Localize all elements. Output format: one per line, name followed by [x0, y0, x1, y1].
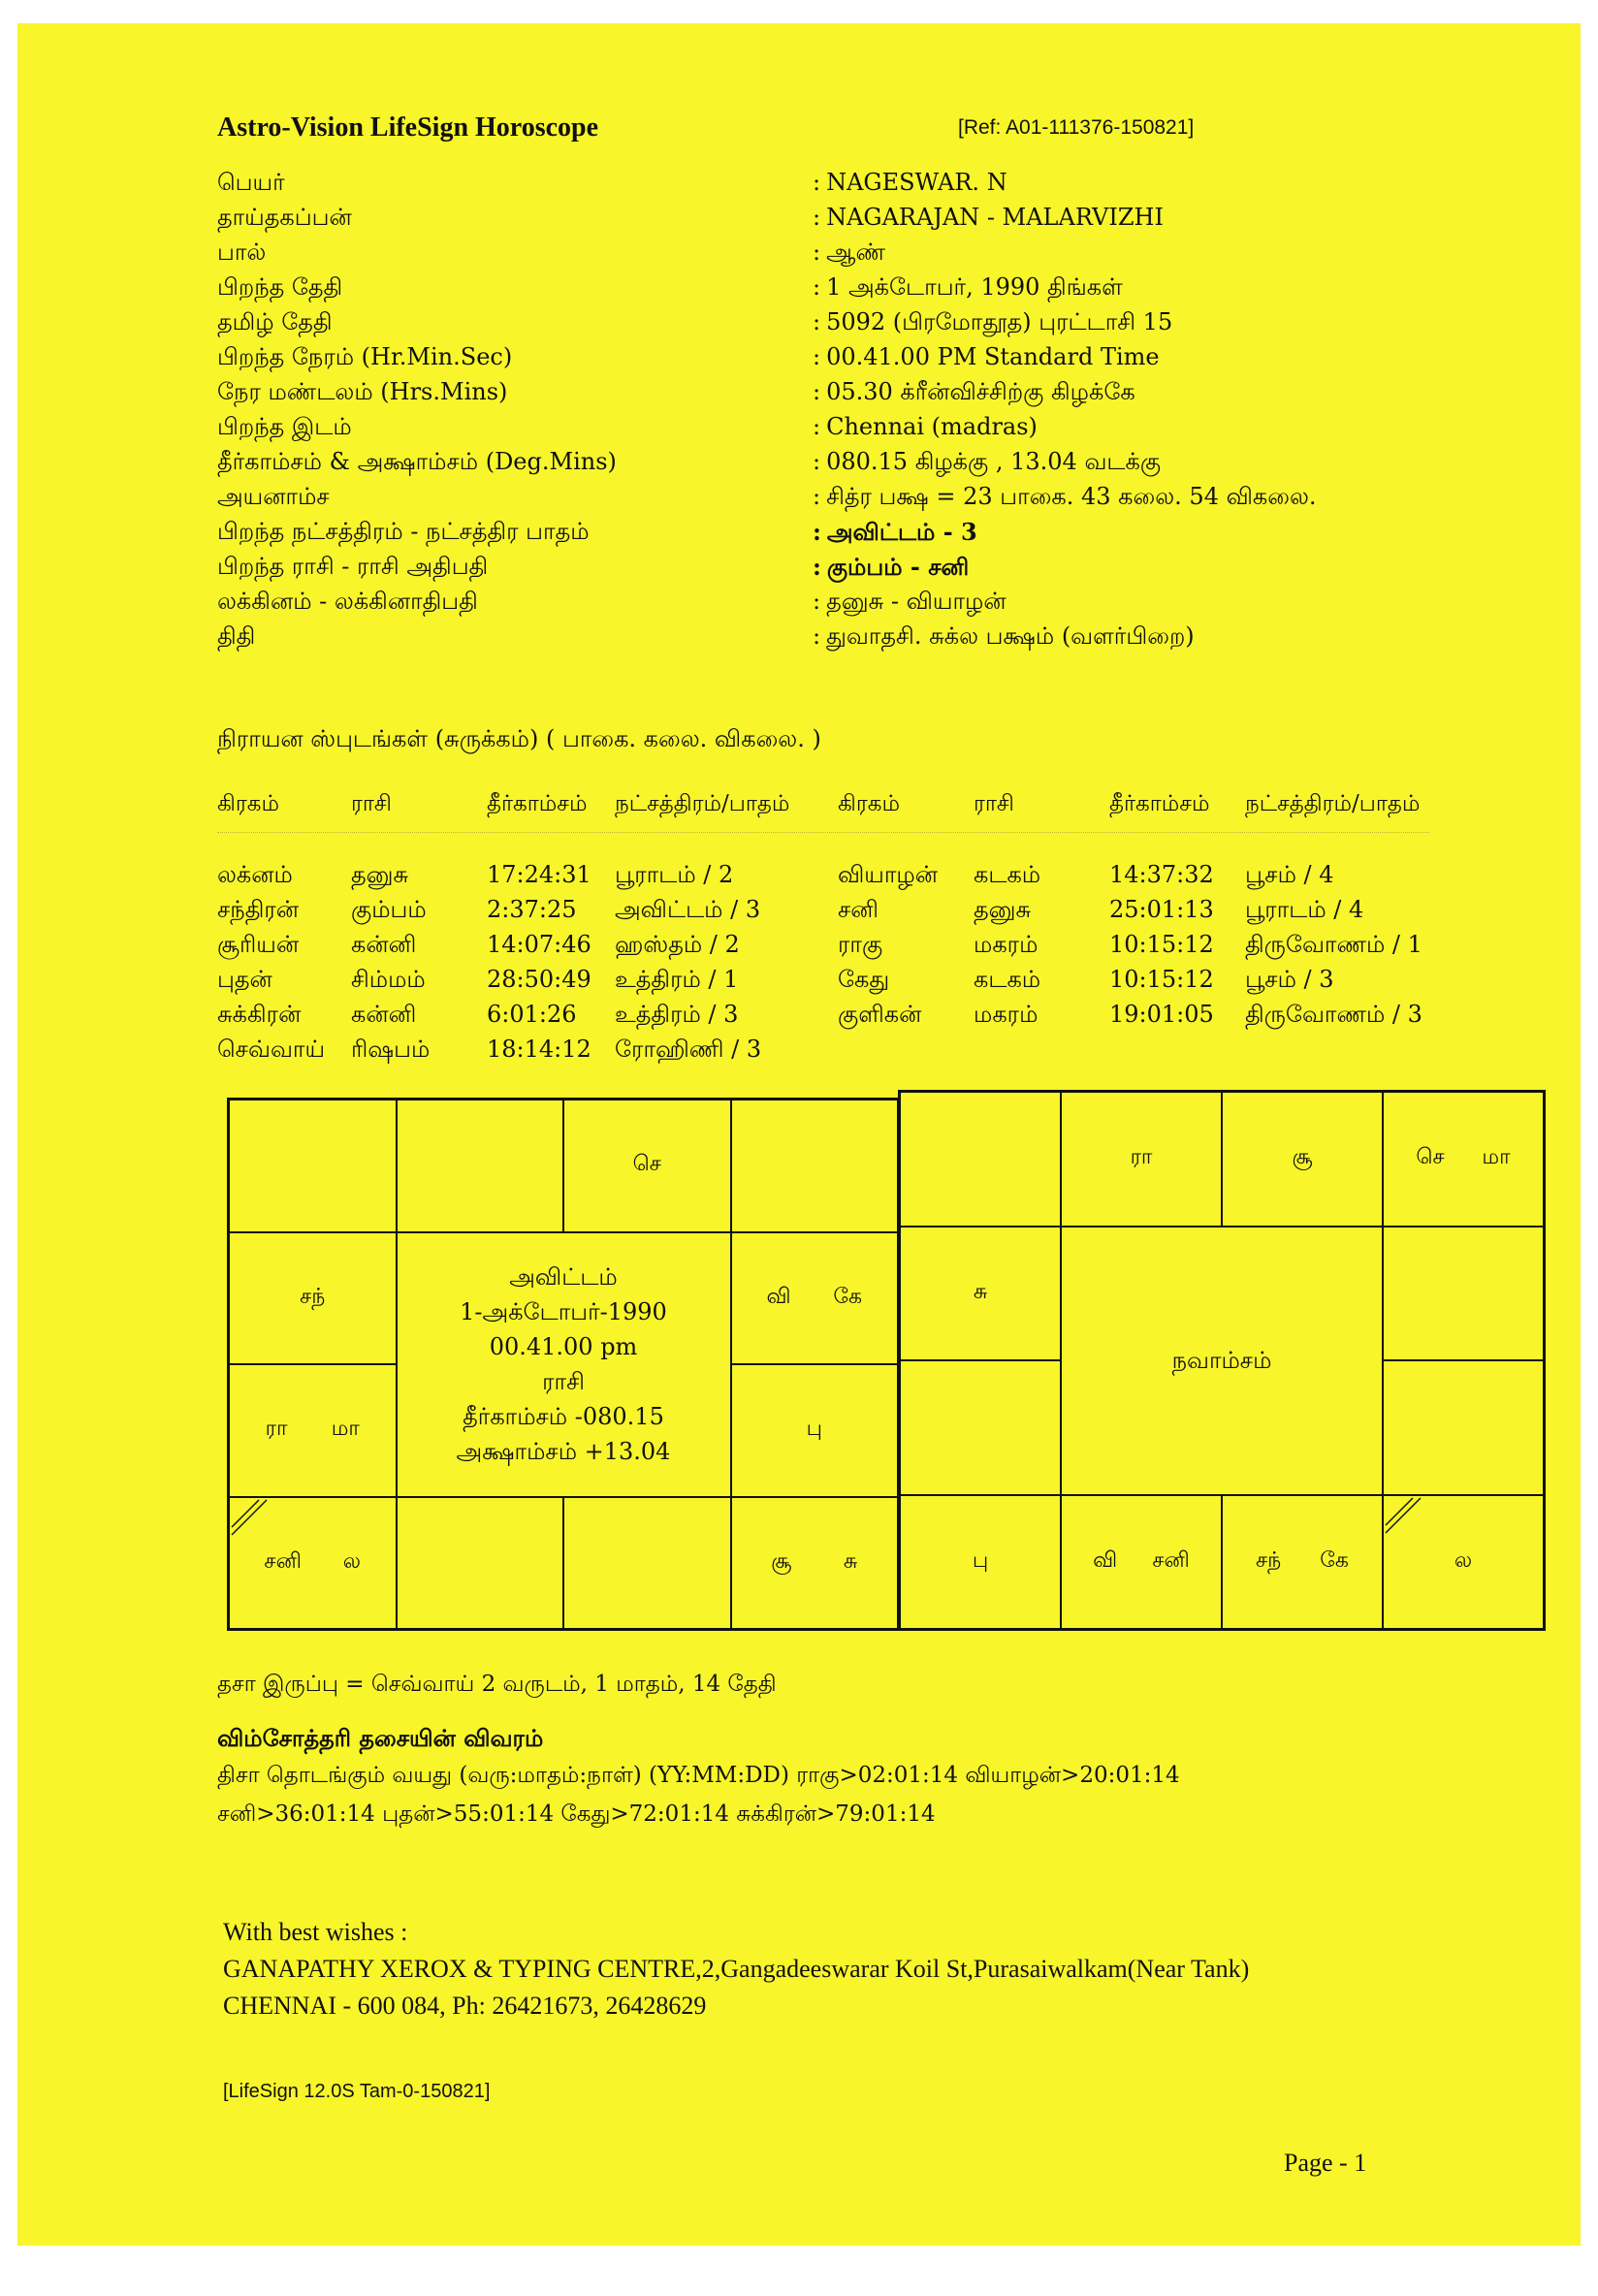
house-planets: [230, 1417, 396, 1444]
planet-header-cell: ராசி: [351, 791, 392, 816]
birth-details: [217, 169, 1429, 657]
planet-abbr: பு: [806, 1417, 822, 1442]
planet-cell: 14:37:32: [1109, 861, 1214, 888]
planet-row: [217, 966, 1429, 1001]
chart-house: [731, 1232, 899, 1365]
detail-value-text: ஆண்: [826, 239, 885, 266]
planet-cell: உத்திரம் / 3: [615, 1001, 739, 1028]
planet-row: [217, 931, 1429, 966]
planet-cell: கன்னி: [351, 1001, 417, 1028]
detail-label: அயனாம்ச: [217, 483, 330, 510]
planet-abbr: சந்: [300, 1284, 326, 1309]
planet-abbr: மா: [331, 1417, 360, 1442]
planet-abbr: செ: [1416, 1145, 1445, 1170]
planet-header-cell: ராசி: [974, 791, 1014, 816]
planet-table: [217, 861, 1429, 1070]
detail-value-text: 5092 (பிரமோதூத) புரட்டாசி 15: [826, 308, 1173, 335]
detail-row: [217, 343, 1429, 378]
detail-value: [813, 483, 1317, 513]
chart-house: [900, 1227, 1061, 1361]
planet-cell: ஹஸ்தம் / 2: [615, 931, 740, 958]
detail-label: பிறந்த நட்சத்திரம் - நட்சத்திர பாதம்: [217, 518, 590, 545]
planet-cell: 2:37:25: [487, 896, 577, 923]
planet-header-cell: கிரகம்: [838, 791, 900, 816]
planet-abbr: சு: [973, 1279, 988, 1304]
chart-center-text: [1062, 1343, 1382, 1378]
detail-value-text: 1 அக்டோபர், 1990 திங்கள்: [826, 273, 1123, 301]
planet-row: [217, 1036, 1429, 1070]
planet-header-cell: தீர்காம்சம்: [487, 791, 588, 816]
detail-row: [217, 204, 1429, 239]
chart-center-line: ராசி: [542, 1368, 585, 1395]
planet-cell: ரிஷபம்: [351, 1036, 431, 1063]
detail-value-text: சித்ர பக்ஷ = 23 பாகை. 43 கலை. 54 விகலை.: [826, 483, 1317, 510]
detail-colon: :: [813, 413, 821, 440]
lagna-corner-marker: [230, 1498, 269, 1537]
detail-label: திதி: [217, 622, 256, 650]
house-planets: [1384, 1145, 1543, 1172]
vimshottari-line-2: சனி>36:01:14 புதன்>55:01:14 கேது>72:01:14 சுக்கிரன்>79:01:14: [217, 1802, 936, 1827]
chart-house: [1383, 1495, 1544, 1630]
detail-label: பிறந்த இடம்: [217, 413, 352, 440]
planet-table-header: [217, 791, 1429, 833]
detail-value-text: தனுசு - வியாழன்: [826, 588, 1007, 615]
wishes-city-phone: CHENNAI - 600 084, Ph: 26421673, 26428629: [223, 1992, 707, 2020]
planet-cell: ராகு: [838, 931, 883, 958]
chart-house: [900, 1360, 1061, 1495]
chart-house: [563, 1100, 731, 1232]
planet-cell: குளிகன்: [838, 1001, 922, 1028]
house-planets: [230, 1285, 396, 1312]
planet-abbr: சனி: [264, 1548, 302, 1574]
detail-value: [813, 448, 1161, 478]
planet-cell: 25:01:13: [1109, 896, 1214, 923]
detail-value-text: 05.30 க்ரீன்விச்சிற்கு கிழக்கே: [826, 378, 1135, 405]
chart-house: [1061, 1495, 1222, 1630]
planet-abbr: சனி: [1152, 1547, 1190, 1573]
chart-house: [397, 1497, 564, 1630]
planet-cell: திருவோணம் / 1: [1245, 931, 1422, 958]
planet-abbr: செ: [632, 1152, 661, 1177]
planet-cell: கடகம்: [974, 861, 1041, 888]
chart-house: [1383, 1092, 1544, 1227]
reference-id: [Ref: A01-111376-150821]: [958, 116, 1195, 139]
planet-cell: சிம்மம்: [351, 966, 426, 993]
detail-colon: :: [813, 204, 821, 231]
planet-cell: பூராடம் / 4: [1245, 896, 1364, 923]
chart-house: [229, 1497, 397, 1630]
chart-center-text: [398, 1260, 730, 1469]
detail-value: [813, 239, 885, 269]
wishes-greeting: With best wishes :: [223, 1918, 408, 1946]
detail-row: [217, 239, 1429, 273]
chart-house: [1383, 1227, 1544, 1361]
detail-value: [813, 378, 1135, 408]
planet-cell: 10:15:12: [1109, 931, 1214, 958]
planet-cell: பூராடம் / 2: [615, 861, 734, 888]
detail-colon: :: [813, 343, 821, 370]
house-planets: [732, 1285, 898, 1312]
detail-colon: :: [813, 622, 821, 650]
planet-positions-title: நிராயன ஸ்புடங்கள் (சுருக்கம்) ( பாகை. கலை. விகலை. ): [217, 725, 821, 752]
planet-cell: 28:50:49: [487, 966, 591, 993]
planet-cell: திருவோணம் / 3: [1245, 1001, 1422, 1028]
detail-colon: :: [813, 239, 821, 266]
chart-house: [229, 1364, 397, 1497]
planet-abbr: கே: [833, 1284, 863, 1309]
planet-cell: பூசம் / 4: [1245, 861, 1334, 888]
planet-cell: 19:01:05: [1109, 1001, 1214, 1028]
planet-cell: செவ்வாய்: [217, 1036, 326, 1063]
planet-abbr: ரா: [265, 1417, 288, 1442]
chart-center: [397, 1232, 731, 1497]
planet-cell: கேது: [838, 966, 890, 993]
house-planets: [1062, 1145, 1221, 1172]
chart-center-line: தீர்காம்சம் -080.15: [463, 1403, 664, 1430]
detail-label: தாய்தகப்பன்: [217, 204, 352, 231]
planet-cell: கும்பம்: [351, 896, 427, 923]
wishes-shop-address: GANAPATHY XEROX & TYPING CENTRE,2,Gangadeeswarar Koil St,Purasaiwalkam(Near Tank): [223, 1955, 1250, 1983]
detail-label: நேர மண்டலம் (Hrs.Mins): [217, 378, 508, 405]
planet-cell: 18:14:12: [487, 1036, 591, 1063]
chart-house: [229, 1100, 397, 1232]
chart-center-line: அவிட்டம்: [509, 1263, 618, 1291]
house-planets: [1062, 1548, 1221, 1576]
house-planets: [901, 1548, 1060, 1576]
detail-value: [813, 343, 1160, 370]
planet-abbr: சூ: [771, 1548, 792, 1574]
detail-row: [217, 169, 1429, 204]
detail-value-text: கும்பம் - சனி: [826, 553, 970, 581]
dasa-balance: தசா இருப்பு = செவ்வாய் 2 வருடம், 1 மாதம், 14 தேதி: [217, 1672, 777, 1697]
chart-center-line: 00.41.00 pm: [489, 1333, 638, 1360]
navamsa-chart: [898, 1090, 1546, 1631]
detail-colon: :: [813, 448, 821, 475]
planet-cell: மகரம்: [974, 1001, 1039, 1028]
chart-house: [1061, 1092, 1222, 1227]
detail-label: பிறந்த நேரம் (Hr.Min.Sec): [217, 343, 513, 370]
detail-colon: :: [813, 553, 821, 581]
planet-cell: கடகம்: [974, 966, 1041, 993]
detail-value-text: 00.41.00 PM Standard Time: [826, 343, 1160, 370]
house-planets: [230, 1549, 396, 1577]
house-planets: [732, 1549, 898, 1577]
vimshottari-line-1: திசா தொடங்கும் வயது (வரு:மாதம்:நாள்) (YY:MM:DD) ராகு>02:01:14 வியாழன்>20:01:14: [217, 1763, 1180, 1788]
horoscope-page: [17, 23, 1581, 2246]
planet-cell: ரோஹிணி / 3: [615, 1036, 762, 1063]
planet-cell: 17:24:31: [487, 861, 591, 888]
planet-abbr: ல: [342, 1548, 362, 1574]
planet-row: [217, 861, 1429, 896]
chart-house: [1222, 1495, 1383, 1630]
detail-colon: :: [813, 308, 821, 335]
planet-abbr: ல: [1454, 1547, 1473, 1573]
chart-center-line: அக்ஷாம்சம் +13.04: [456, 1438, 671, 1465]
detail-value-text: 080.15 கிழக்கு , 13.04 வடக்கு: [826, 448, 1162, 475]
detail-value-text: NAGARAJAN - MALARVIZHI: [826, 204, 1164, 231]
planet-header-cell: நட்சத்திரம்/பாதம்: [615, 791, 790, 816]
page-title: Astro-Vision LifeSign Horoscope: [217, 112, 599, 143]
house-planets: [732, 1417, 898, 1444]
chart-house: [900, 1495, 1061, 1630]
planet-abbr: ரா: [1130, 1145, 1153, 1170]
chart-house: [731, 1364, 899, 1497]
planet-cell: வியாழன்: [838, 861, 939, 888]
detail-row: [217, 483, 1429, 518]
detail-value: [813, 273, 1123, 303]
chart-house: [229, 1232, 397, 1365]
planet-cell: மகரம்: [974, 931, 1039, 958]
detail-value-text: Chennai (madras): [826, 413, 1038, 440]
detail-value-text: துவாதசி. சுக்ல பக்ஷம் (வளர்பிறை): [826, 622, 1195, 650]
detail-value: [813, 588, 1007, 618]
detail-colon: :: [813, 169, 821, 196]
detail-row: [217, 518, 1429, 553]
chart-house: [731, 1497, 899, 1630]
detail-label: பால்: [217, 239, 267, 266]
detail-label: லக்கினம் - லக்கினாதிபதி: [217, 588, 478, 615]
planet-abbr: சூ: [1292, 1145, 1313, 1170]
house-planets: [1384, 1548, 1543, 1576]
detail-row: [217, 553, 1429, 588]
planet-header-cell: கிரகம்: [217, 791, 279, 816]
planet-abbr: சந்: [1256, 1547, 1282, 1573]
planet-cell: தனுசு: [351, 861, 409, 888]
planet-abbr: வி: [766, 1284, 791, 1309]
planet-cell: தனுசு: [974, 896, 1032, 923]
planet-row: [217, 1001, 1429, 1036]
detail-colon: :: [813, 378, 821, 405]
detail-row: [217, 588, 1429, 622]
planet-cell: 6:01:26: [487, 1001, 577, 1028]
detail-value-text: NAGESWAR. N: [826, 169, 1007, 196]
house-planets: [1223, 1145, 1382, 1172]
planet-cell: பூசம் / 3: [1245, 966, 1334, 993]
detail-value: [813, 308, 1172, 338]
detail-row: [217, 622, 1429, 657]
detail-colon: :: [813, 588, 821, 615]
detail-label: பிறந்த தேதி: [217, 273, 343, 301]
detail-value: [813, 518, 977, 549]
chart-house: [1222, 1092, 1383, 1227]
best-wishes-block: [223, 1914, 1445, 2025]
planet-row: [217, 896, 1429, 931]
chart-house: [731, 1100, 899, 1232]
chart-center-line: நவாம்சம்: [1171, 1347, 1272, 1374]
planet-abbr: சு: [843, 1548, 858, 1574]
planet-cell: கன்னி: [351, 931, 417, 958]
detail-value: [813, 204, 1164, 231]
detail-colon: :: [813, 518, 821, 546]
page-number: Page - 1: [1284, 2149, 1367, 2177]
detail-row: [217, 378, 1429, 413]
detail-value: [813, 169, 1007, 196]
chart-center-line: 1-அக்டோபர்-1990: [460, 1298, 667, 1325]
planet-cell: உத்திரம் / 1: [615, 966, 739, 993]
detail-colon: :: [813, 483, 821, 510]
detail-colon: :: [813, 273, 821, 301]
detail-value: [813, 553, 969, 584]
planet-cell: 14:07:46: [487, 931, 591, 958]
lagna-corner-marker: [1384, 1496, 1422, 1535]
planet-header-cell: நட்சத்திரம்/பாதம்: [1245, 791, 1421, 816]
detail-label: தீர்காம்சம் & அக்ஷாம்சம் (Deg.Mins): [217, 448, 617, 475]
planet-header-cell: தீர்காம்சம்: [1109, 791, 1210, 816]
detail-label: தமிழ் தேதி: [217, 308, 333, 335]
planet-abbr: வி: [1093, 1547, 1118, 1573]
planet-abbr: மா: [1482, 1145, 1511, 1170]
planet-abbr: கே: [1320, 1547, 1349, 1573]
detail-label: பெயர்: [217, 169, 285, 196]
planet-cell: புதன்: [217, 966, 272, 993]
detail-row: [217, 273, 1429, 308]
chart-house: [397, 1100, 564, 1232]
house-planets: [564, 1152, 730, 1179]
planet-cell: 10:15:12: [1109, 966, 1214, 993]
detail-label: பிறந்த ராசி - ராசி அதிபதி: [217, 553, 489, 580]
detail-value-text: அவிட்டம் - 3: [826, 518, 977, 546]
chart-center: [1061, 1227, 1383, 1495]
house-planets: [901, 1280, 1060, 1307]
detail-row: [217, 308, 1429, 343]
planet-abbr: பு: [972, 1547, 989, 1573]
chart-house: [1383, 1360, 1544, 1495]
planet-cell: லக்னம்: [217, 861, 293, 888]
detail-row: [217, 413, 1429, 448]
house-planets: [1223, 1548, 1382, 1576]
software-version: [LifeSign 12.0S Tam-0-150821]: [223, 2081, 491, 2102]
planet-cell: சனி: [838, 896, 879, 923]
chart-house: [900, 1092, 1061, 1227]
planet-cell: அவிட்டம் / 3: [615, 896, 761, 923]
rasi-chart: [227, 1098, 900, 1631]
detail-row: [217, 448, 1429, 483]
planet-cell: சூரியன்: [217, 931, 300, 958]
detail-value: [813, 413, 1038, 440]
planet-cell: சந்திரன்: [217, 896, 300, 923]
detail-value: [813, 622, 1195, 653]
chart-house: [563, 1497, 731, 1630]
vimshottari-title: விம்சோத்தரி தசையின் விவரம்: [217, 1724, 544, 1752]
planet-cell: சுக்கிரன்: [217, 1001, 302, 1028]
